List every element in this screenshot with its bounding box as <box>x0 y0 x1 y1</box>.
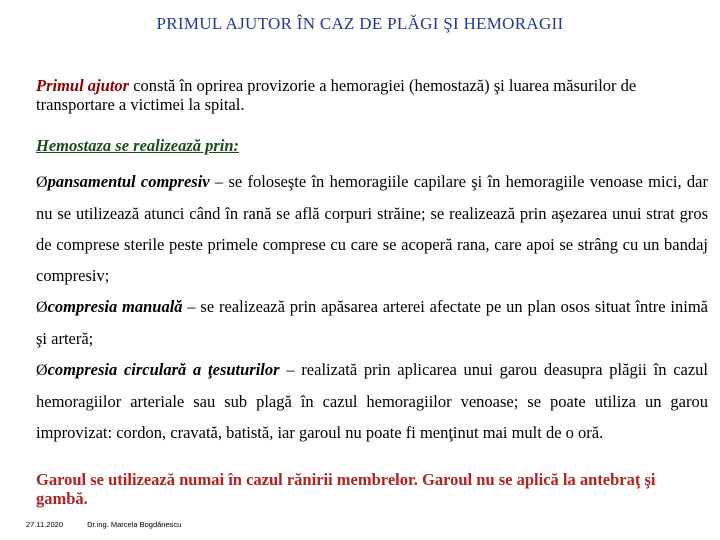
item-term: compresia circulară a ţesuturilor <box>47 360 280 379</box>
list-item <box>36 166 708 291</box>
intro-paragraph <box>36 76 696 114</box>
item-text: – realizată prin aplicarea unui garou deasupra plăgii în cazul hemoragiilor arteriale sau sub plagă în cazul hemoragiilor venoase; se poate utiliza un garou improvizat: cordon, cravată, batistă, iar garoul nu poate fi menţinut mai mult de o oră. <box>36 360 708 442</box>
section-heading: Hemostaza se realizează prin: <box>36 136 240 155</box>
list-item <box>36 291 708 354</box>
item-text: – se realizează prin apăsarea arterei afectate pe un plan osos situat între inimă şi arteră; <box>36 297 708 348</box>
list-item <box>36 354 708 448</box>
intro-text: constă în oprirea provizorie a hemoragiei (hemostază) şi luarea măsurilor de transportare a victimei la spital. <box>36 76 637 114</box>
arrow-bullet-icon: Ø <box>36 362 48 379</box>
arrow-bullet-icon: Ø <box>36 299 48 316</box>
page-title: PRIMUL AJUTOR ÎN CAZ DE PLĂGI ŞI HEMORAGII <box>156 14 564 33</box>
item-term: compresia manuală <box>47 297 183 316</box>
warning-note: Garoul se utilizează numai în cazul rănirii membrelor. Garoul nu se aplică la antebraţ şi gambă. <box>36 470 656 508</box>
intro-term: Primul ajutor <box>36 76 130 95</box>
item-text: – se foloseşte în hemoragiile capilare şi în hemoragiile venoase mici, dar nu se utilizează atunci când în rană se află corpuri străine; se realizează prin aşezarea unui strat gros de comprese sterile peste primele comprese cu care se acoperă rana, care apoi se strâng cu un bandaj compresiv; <box>36 172 708 285</box>
footer-author: Dr.ing. Marcela Bogdănescu <box>87 520 182 529</box>
hemostasis-methods-list <box>36 166 708 448</box>
footer-date: 27.11.2020 <box>26 520 63 529</box>
item-term: pansamentul compresiv <box>47 172 210 191</box>
arrow-bullet-icon: Ø <box>36 174 48 191</box>
footer <box>26 520 203 529</box>
